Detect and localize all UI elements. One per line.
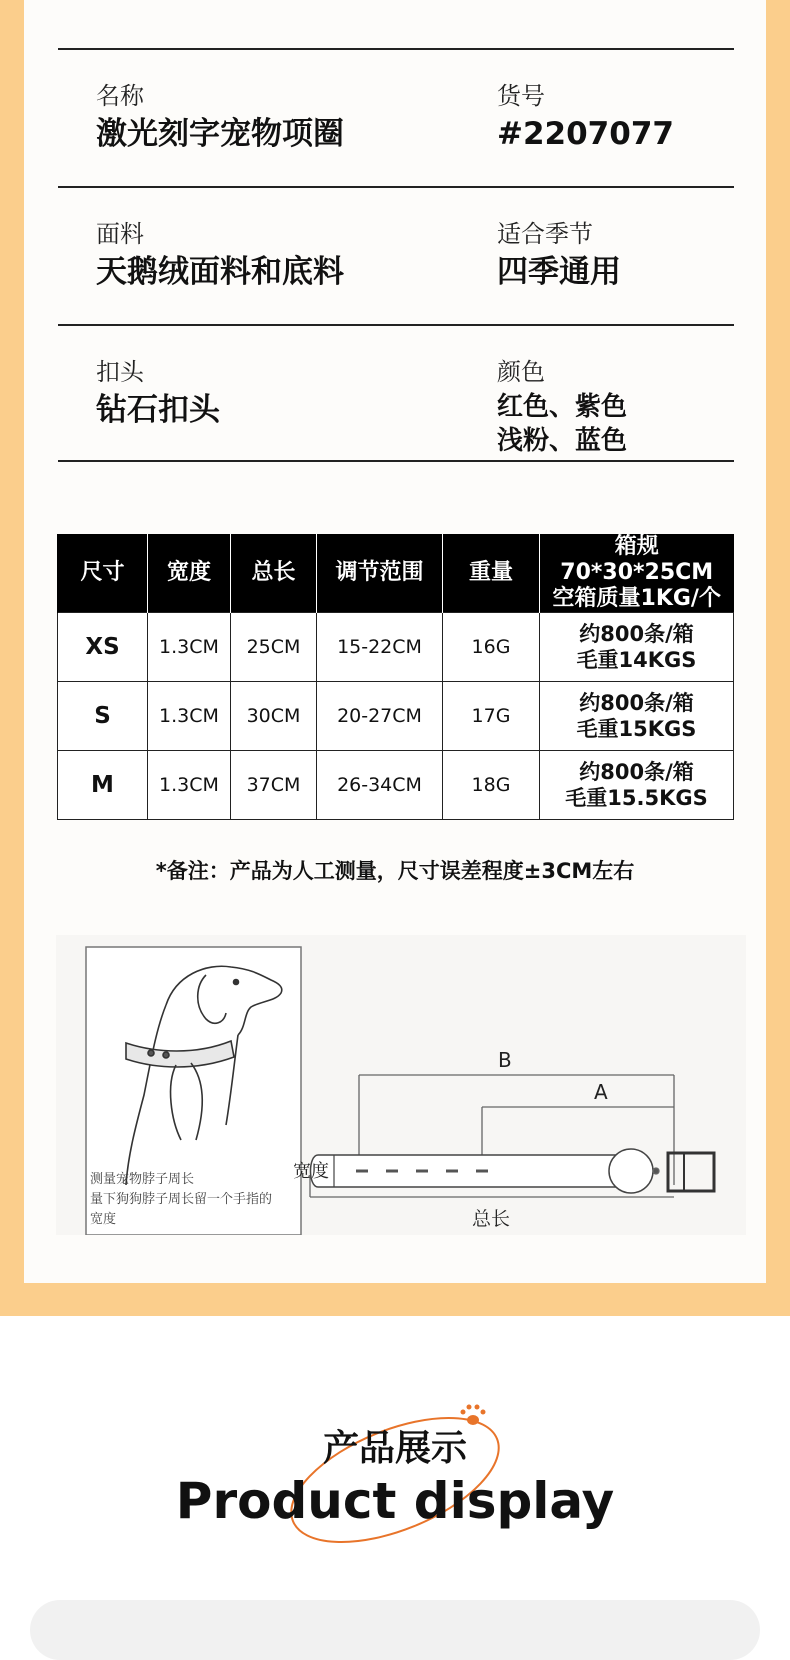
spec-label: 适合季节 bbox=[497, 220, 593, 248]
spec-label: 货号 bbox=[497, 82, 545, 110]
header-box-line-1: 箱规70*30*25CM bbox=[560, 534, 714, 585]
cell-size: M bbox=[58, 751, 148, 820]
cell-weight: 17G bbox=[443, 682, 540, 751]
cell-box bbox=[540, 682, 734, 751]
spec-label: 颜色 bbox=[497, 358, 545, 386]
cell-weight: 16G bbox=[443, 613, 540, 682]
spec-cell-sku bbox=[497, 80, 674, 154]
cell-width: 1.3CM bbox=[148, 682, 231, 751]
label-a: A bbox=[594, 1080, 608, 1104]
spec-row-name bbox=[58, 48, 734, 186]
spec-cell-name bbox=[96, 80, 344, 154]
cell-box bbox=[540, 613, 734, 682]
cell-weight: 18G bbox=[443, 751, 540, 820]
cell-size: XS bbox=[58, 613, 148, 682]
header-width: 宽度 bbox=[148, 534, 231, 613]
diagram-svg bbox=[56, 935, 746, 1235]
diagram-caption-3: 宽度 bbox=[90, 1212, 117, 1227]
spec-value: #2207077 bbox=[497, 116, 674, 152]
spec-cell-material bbox=[96, 218, 344, 292]
header-size: 尺寸 bbox=[58, 534, 148, 613]
cell-box bbox=[540, 751, 734, 820]
cell-box-line-1: 约800条/箱 bbox=[579, 691, 694, 715]
label-width: 宽度 bbox=[293, 1161, 329, 1182]
cell-width: 1.3CM bbox=[148, 613, 231, 682]
cell-box-line-2: 毛重14KGS bbox=[576, 648, 697, 672]
header-box-line-2: 空箱质量1KG/个 bbox=[552, 586, 721, 611]
cell-range: 26-34CM bbox=[317, 751, 443, 820]
header-box bbox=[540, 534, 734, 613]
spec-value: 四季通用 bbox=[497, 254, 621, 290]
spec-value-color-1: 红色、紫色 bbox=[497, 392, 628, 422]
display-subtitle: Product display bbox=[175, 1472, 615, 1530]
diagram-caption-1: 测量宠物脖子周长 bbox=[90, 1172, 195, 1187]
cell-range: 15-22CM bbox=[317, 613, 443, 682]
spec-label: 扣头 bbox=[96, 358, 144, 386]
cell-length: 30CM bbox=[231, 682, 317, 751]
cell-width: 1.3CM bbox=[148, 751, 231, 820]
cell-box-line-2: 毛重15KGS bbox=[576, 717, 697, 741]
spec-label: 名称 bbox=[96, 82, 144, 110]
display-title: 产品展示 bbox=[322, 1428, 467, 1469]
spec-cell-color bbox=[497, 356, 627, 456]
table-row bbox=[58, 613, 734, 682]
label-total-length: 总长 bbox=[472, 1208, 511, 1230]
collar-diagram-icon bbox=[310, 1075, 714, 1197]
cell-box-line-1: 约800条/箱 bbox=[579, 760, 694, 784]
diagram-caption-2: 量下狗狗脖子周长留一个手指的 bbox=[90, 1192, 273, 1207]
label-b: B bbox=[498, 1048, 512, 1072]
spec-info-list bbox=[58, 48, 734, 462]
table-row bbox=[58, 751, 734, 820]
header-weight: 重量 bbox=[443, 534, 540, 613]
bottom-card-edge bbox=[30, 1600, 760, 1660]
spec-cell-buckle bbox=[96, 356, 220, 430]
spec-value: 天鹅绒面料和底料 bbox=[96, 254, 344, 290]
spec-value-color-2: 浅粉、蓝色 bbox=[497, 426, 628, 456]
spec-row-material bbox=[58, 186, 734, 324]
cell-box-line-2: 毛重15.5KGS bbox=[565, 786, 708, 810]
cell-size: S bbox=[58, 682, 148, 751]
cell-length: 25CM bbox=[231, 613, 317, 682]
header-length: 总长 bbox=[231, 534, 317, 613]
measurement-note: *备注：产品为人工测量，尺寸误差程度±3CM左右 bbox=[155, 859, 635, 883]
measurement-diagram bbox=[56, 935, 746, 1235]
cell-length: 37CM bbox=[231, 751, 317, 820]
header-range: 调节范围 bbox=[317, 534, 443, 613]
size-table-header bbox=[58, 534, 734, 613]
spec-cell-season bbox=[497, 218, 621, 292]
spec-row-buckle bbox=[58, 324, 734, 462]
cell-box-line-1: 约800条/箱 bbox=[579, 622, 694, 646]
spec-label: 面料 bbox=[96, 220, 144, 248]
product-display-header bbox=[0, 1390, 790, 1550]
cell-range: 20-27CM bbox=[317, 682, 443, 751]
table-row bbox=[58, 682, 734, 751]
size-table bbox=[57, 534, 734, 820]
spec-value: 激光刻字宠物项圈 bbox=[96, 116, 344, 152]
spec-value: 钻石扣头 bbox=[96, 392, 220, 428]
